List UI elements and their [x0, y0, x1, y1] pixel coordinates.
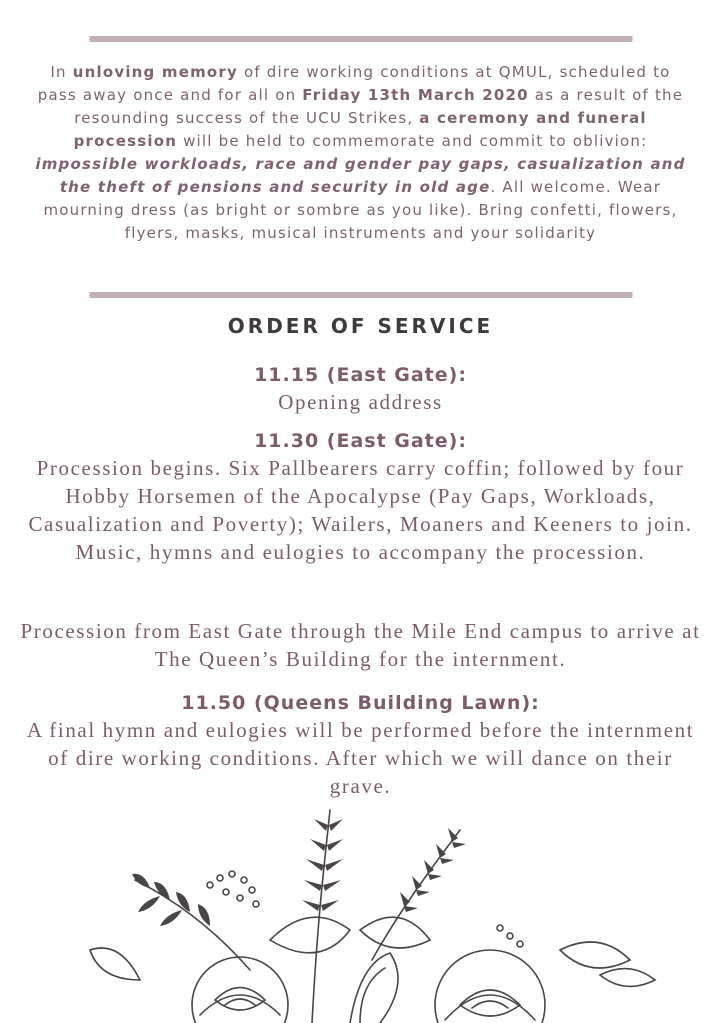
floral-illustration-icon: [0, 800, 721, 1023]
top-divider: [89, 36, 632, 42]
intro-date: Friday 13th March 2020: [302, 86, 529, 104]
intro-paragraph: [30, 61, 691, 245]
service-item: [20, 690, 701, 800]
service-item-time: 11.15 (East Gate):: [254, 364, 467, 386]
intro-text: will be held to commemorate and commit to oblivion:: [177, 132, 648, 150]
intro-text: . All welcome. Wear mourning dress (as bright or sombre as you like). Bring confetti, flowers, flyers, masks, musical instruments and your solidarity: [43, 178, 678, 242]
service-item-time: 11.30 (East Gate):: [254, 430, 467, 452]
service-item: [20, 428, 701, 566]
intro-text: In: [50, 63, 73, 81]
service-item: [20, 362, 701, 416]
service-item: [20, 617, 701, 673]
intro-grievances: impossible workloads, race and gender pay gaps, casualization and the theft of pensions and security in old age: [35, 155, 686, 196]
service-title: ORDER OF SERVICE: [227, 314, 494, 338]
service-item-description: Procession from East Gate through the Mile End campus to arrive at The Queen’s Building for the internment.: [20, 619, 701, 671]
intro-emphasis: unloving memory: [72, 63, 239, 81]
intro-text: of dire working conditions at QMUL, scheduled to pass away once and for all on: [37, 63, 671, 104]
intro-text: as a result of the resounding success of the UCU Strikes,: [74, 86, 684, 127]
service-item-description: Opening address: [278, 390, 443, 414]
service-item-description: Procession begins. Six Pallbearers carry coffin; followed by four Hobby Horsemen of the Apocalypse (Pay Gaps, Workloads, Casualization and Poverty); Wailers, Moaners and Keeners to join. Music, hymns and eulogies to accompany the procession.: [28, 456, 693, 564]
service-item-time: 11.50 (Queens Building Lawn):: [181, 692, 540, 714]
intro-emphasis: a ceremony and funeral procession: [73, 109, 647, 150]
service-item-description: A final hymn and eulogies will be performed before the internment of dire working conditions. After which we will dance on their grave.: [26, 718, 695, 798]
middle-divider: [89, 292, 632, 298]
